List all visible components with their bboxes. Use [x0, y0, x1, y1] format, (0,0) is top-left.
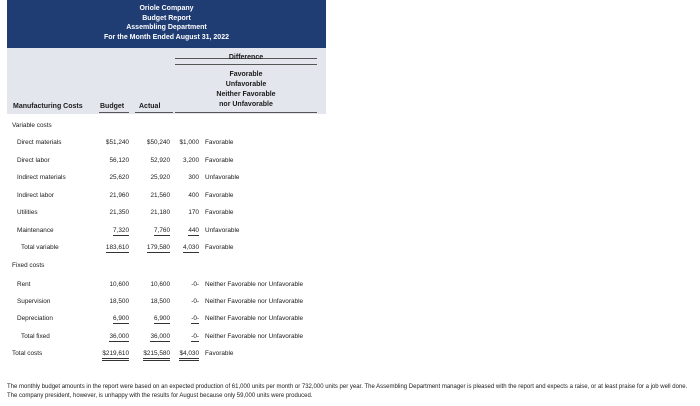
difference-result: Neither Favorable nor Unfavorable — [205, 298, 304, 305]
difference-result: Favorable — [205, 157, 234, 164]
row-label: Utilities — [17, 209, 38, 216]
difference-value: -0- — [191, 281, 199, 288]
actual-value: 6,900 — [154, 315, 170, 322]
difference-sub-unfavorable: Unfavorable — [225, 81, 267, 88]
difference-value: 440 — [188, 227, 199, 234]
actual-value: $50,240 — [146, 139, 170, 146]
actual-value: 179,580 — [146, 244, 170, 251]
actual-value: 10,600 — [150, 281, 170, 288]
row-label: Depreciation — [17, 315, 53, 322]
budget-heading-rule — [99, 112, 129, 113]
report-header — [7, 0, 326, 48]
row-label: Total costs — [12, 350, 43, 357]
difference-result: Favorable — [205, 244, 234, 251]
difference-heading-rule — [175, 112, 317, 113]
actual-value: 52,920 — [150, 157, 170, 164]
budget-value: 25,620 — [109, 174, 129, 181]
budget-value: 56,120 — [109, 157, 129, 164]
actual-value: $215,580 — [143, 350, 170, 361]
actual-column-heading: Actual — [139, 103, 161, 110]
budget-value: 7,320 — [113, 227, 129, 234]
difference-sub-favorable: Favorable — [229, 71, 263, 78]
difference-result: Neither Favorable nor Unfavorable — [205, 315, 304, 322]
difference-result: Unfavorable — [205, 174, 240, 181]
budget-value: 21,350 — [109, 209, 129, 216]
difference-value: -0- — [191, 298, 199, 305]
budget-value: 21,960 — [109, 192, 129, 199]
difference-value: 400 — [188, 192, 199, 199]
difference-value: -0- — [191, 333, 199, 340]
section-label: Variable costs — [12, 122, 52, 129]
row-label: Direct labor — [17, 157, 50, 164]
actual-value: 7,760 — [154, 227, 170, 234]
difference-value: $1,000 — [179, 139, 199, 146]
difference-result: Favorable — [205, 350, 234, 357]
budget-column-heading: Budget — [100, 103, 125, 110]
budget-value: $219,610 — [102, 350, 129, 361]
actual-value: 21,180 — [150, 209, 170, 216]
section-label: Fixed costs — [12, 262, 45, 269]
actual-value: 36,000 — [150, 333, 170, 340]
difference-value: 170 — [188, 209, 199, 216]
actual-value: 25,920 — [150, 174, 170, 181]
department-name: Assembling Department — [126, 24, 207, 31]
difference-result: Neither Favorable nor Unfavorable — [205, 333, 304, 340]
row-label: Direct materials — [17, 139, 62, 146]
row-label: Total fixed — [21, 333, 50, 340]
row-label: Maintenance — [17, 227, 54, 234]
difference-sub-nor: nor Unfavorable — [219, 101, 273, 108]
row-label: Total variable — [21, 244, 59, 251]
actual-value: 18,500 — [150, 298, 170, 305]
difference-heading: Difference — [228, 54, 264, 61]
budget-value: 18,500 — [109, 298, 129, 305]
difference-value: $4,030 — [179, 350, 199, 361]
row-label: Indirect materials — [17, 174, 66, 181]
difference-value: 4,030 — [183, 244, 199, 251]
budget-value: 10,600 — [109, 281, 129, 288]
difference-result: Unfavorable — [205, 227, 240, 234]
difference-value: -0- — [191, 315, 199, 322]
budget-value: 183,610 — [105, 244, 129, 251]
budget-value: 36,000 — [109, 333, 129, 340]
difference-value: 3,200 — [183, 157, 199, 164]
report-title: Budget Report — [142, 14, 191, 22]
column-header — [7, 48, 326, 114]
difference-sub-neither: Neither Favorable — [216, 91, 276, 98]
costs-column-heading: Manufacturing Costs — [13, 103, 83, 110]
difference-result: Neither Favorable nor Unfavorable — [205, 281, 304, 288]
actual-value: 21,560 — [150, 192, 170, 199]
budget-value: $51,240 — [105, 139, 129, 146]
report-period: For the Month Ended August 31, 2022 — [104, 33, 229, 41]
row-label: Indirect labor — [17, 192, 54, 199]
company-name: Oriole Company — [139, 5, 194, 12]
actual-heading-rule — [135, 112, 173, 113]
difference-rule — [175, 64, 317, 65]
budget-value: 6,900 — [113, 315, 129, 322]
row-label: Supervision — [17, 298, 51, 305]
difference-result: Favorable — [205, 139, 234, 146]
row-label: Rent — [17, 281, 31, 288]
difference-result: Favorable — [205, 192, 234, 199]
difference-result: Favorable — [205, 209, 234, 216]
explanatory-note: The monthly budget amounts in the report were based on an expected production of 61,000 units per month or 732,000 units per year. The Assembling Department manager is pleased with the report and expects a raise, or at least praise for a job well done. The company president, however, is unhappy with the results for August because only 59,000 units were produced. — [7, 384, 688, 399]
difference-subheading — [175, 70, 317, 110]
difference-value: 300 — [188, 174, 199, 181]
